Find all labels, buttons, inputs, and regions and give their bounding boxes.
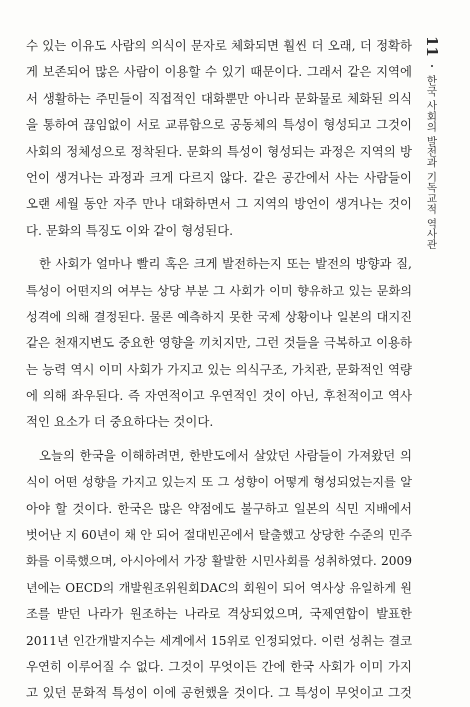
running-head-title: 한국 사회의 발전과 기독교적 역사관 <box>425 74 438 250</box>
text-line: 을 통하여 끊임없이 서로 교류함으로 공동체의 특성이 형성되고 그것이 <box>26 117 412 133</box>
text-line: 서 생활하는 주민들이 직접적인 대화뿐만 아니라 문화물로 체화된 의식 <box>26 90 412 106</box>
text-line: 년에는 OECD의 개발원조위원회DAC의 회원이 되어 역사상 유일하게 원 <box>26 580 412 595</box>
separator-dot <box>431 65 433 67</box>
text-line: 언이 생겨나는 과정과 크게 다르지 않다. 같은 공간에서 사는 사람들이 <box>26 169 412 185</box>
text-line: 화를 이룩했으며, 아시아에서 가장 활발한 시민사회를 성취하였다. 2009 <box>26 554 412 569</box>
body-text <box>26 33 412 707</box>
paragraph-2 <box>26 251 412 436</box>
text-line: 성격에 의해 결정된다. 물론 예측하지 못한 국제 상황이나 일본의 대지진 <box>26 309 412 324</box>
text-line: 사회의 정체성으로 정착된다. 문화의 특성이 형성되는 과정은 지역의 방 <box>26 143 412 159</box>
text-line: 한 사회가 얼마나 빨리 혹은 크게 발전하는지 또는 발전의 방향과 질, <box>39 256 412 272</box>
text-line: 같은 천재지변도 중요한 영향을 끼치지만, 그런 것들을 극복하고 이용하 <box>26 335 412 351</box>
page-number: 11 <box>423 36 441 57</box>
paragraph-3 <box>26 443 412 707</box>
text-line: 벗어난 지 60년이 채 안 되어 절대빈곤에서 탈출했고 상당한 수준의 민주 <box>26 528 412 543</box>
text-line: 게 보존되어 많은 사람이 이용할 수 있기 때문이다. 그래서 같은 지역에 <box>26 64 412 80</box>
text-line: 식이 어떤 성향을 가지고 있는지 또 그 성향이 어떻게 형성되었는지를 알 <box>26 475 412 490</box>
text-line: 다. 문화의 특징도 이와 같이 형성된다. <box>26 222 234 238</box>
text-line: 적인 요소가 더 중요하다는 것이다. <box>26 414 214 430</box>
text-line: 고 있던 문화적 특성이 이에 공헌했을 것이다. 그 특성이 무엇이고 그것 <box>26 685 412 701</box>
text-line: 2011년 인간개발지수는 세계에서 15위로 인정되었다. 이런 성취는 결코 <box>26 633 412 648</box>
text-line: 조를 받던 나라가 원조하는 나라로 격상되었으며, 국제연합이 발표한 <box>26 606 412 622</box>
text-line: 우연히 이루어질 수 없다. 그것이 무엇이든 간에 한국 사회가 이미 가지 <box>26 658 412 674</box>
text-line: 오늘의 한국을 이해하려면, 한반도에서 살았던 사람들이 가져왔던 의 <box>39 447 412 463</box>
running-head <box>423 36 441 250</box>
text-line: 수 있는 이유도 사람의 의식이 문자로 체화되면 훨씬 더 오래, 더 정확하 <box>26 38 412 53</box>
paragraph-1 <box>26 33 412 244</box>
text-line: 특성이 어떤지의 여부는 상당 부분 그 사회가 이미 향유하고 있는 문화의 <box>26 283 412 298</box>
text-line: 오랜 세월 동안 자주 만나 대화하면서 그 지역의 방언이 생겨나는 것이 <box>26 196 412 212</box>
text-line: 에 의해 좌우된다. 즉 자연적이고 우연적인 것이 아닌, 후천적이고 역사 <box>26 388 412 404</box>
text-line: 아야 할 것이다. 한국은 많은 약점에도 불구하고 일본의 식민 지배에서 <box>26 500 412 516</box>
text-line: 는 능력 역시 이미 사회가 가지고 있는 의식구조, 가치관, 문화적인 역량 <box>26 361 412 377</box>
